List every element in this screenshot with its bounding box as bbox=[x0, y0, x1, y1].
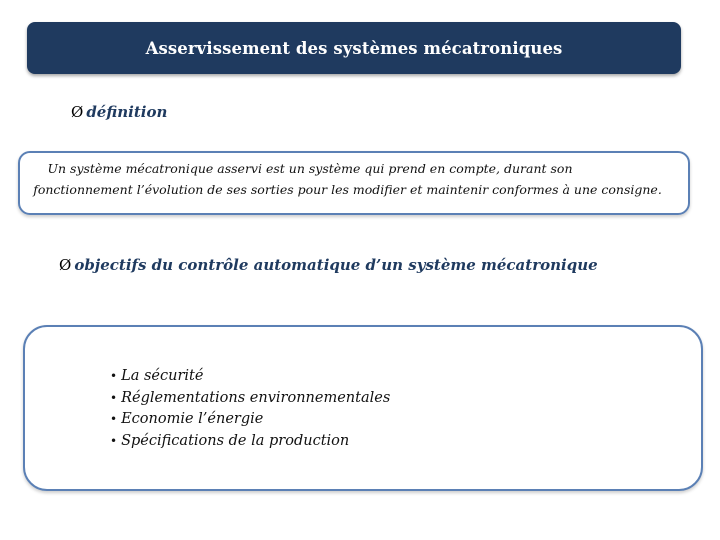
definition-text bbox=[0, 158, 720, 200]
objectives-heading-label: objectifs du contrôle automatique d’un système mécatronique bbox=[74, 256, 598, 274]
list-item bbox=[110, 409, 390, 431]
slide-title: Asservissement des systèmes mécatroniques bbox=[145, 38, 563, 58]
definition-line-2: fonctionnement l’évolution de ses sorties pour les modifier et maintenir conformes à une consigne. bbox=[33, 182, 662, 197]
list-item-label: Spécifications de la production bbox=[121, 432, 350, 449]
definition-heading bbox=[71, 103, 167, 121]
objectives-list bbox=[110, 366, 390, 452]
arrow-bullet-icon: Ø bbox=[71, 103, 84, 121]
list-item-label: Economie l’énergie bbox=[121, 411, 264, 427]
bullet-icon: • bbox=[110, 369, 118, 383]
definition-line-1: Un système mécatronique asservi est un système qui prend en compte, durant son bbox=[47, 161, 573, 176]
list-item bbox=[110, 388, 390, 410]
bullet-icon: • bbox=[110, 412, 118, 426]
list-item bbox=[110, 431, 390, 453]
bullet-icon: • bbox=[110, 433, 118, 448]
list-item bbox=[110, 366, 390, 388]
bullet-icon: • bbox=[110, 390, 118, 405]
arrow-bullet-icon: Ø bbox=[59, 256, 72, 274]
title-bar bbox=[27, 22, 681, 74]
list-item-label: Réglementations environnementales bbox=[121, 389, 391, 406]
objectives-heading bbox=[59, 256, 598, 274]
definition-heading-label: définition bbox=[86, 103, 168, 121]
list-item-label: La sécurité bbox=[121, 368, 204, 384]
